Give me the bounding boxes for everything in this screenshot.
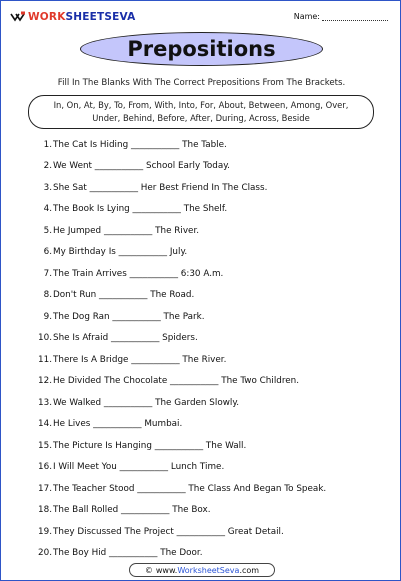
footer-url-prefix: www. (155, 565, 178, 575)
question-number: 11. (38, 354, 52, 365)
title-banner (80, 32, 323, 66)
question-item (1, 138, 227, 152)
question-text: She Sat ___________ Her Best Friend In The Class. (53, 182, 268, 193)
question-item (1, 310, 205, 324)
question-number: 19. (38, 526, 52, 537)
question-item (1, 224, 199, 238)
question-number: 3. (43, 182, 52, 193)
question-item (1, 159, 230, 173)
brand-part-2: SHEETSEVA (65, 11, 136, 23)
brand-part-1: WORK (28, 11, 66, 23)
question-item (1, 396, 239, 410)
question-number: 1. (43, 140, 52, 150)
word-bank-line-1: In, On, At, By, To, From, With, Into, For, About, Between, Among, Over, (53, 100, 349, 110)
question-item (1, 439, 246, 453)
question-text: They Discussed The Project ___________ Great Detail. (53, 526, 284, 537)
question-number: 15. (38, 440, 52, 451)
question-text: The Book Is Lying ___________ The Shelf. (53, 204, 228, 214)
question-item (1, 353, 226, 367)
question-text: He Lives ___________ Mumbai. (53, 419, 183, 429)
word-bank-text (54, 99, 349, 125)
question-item (1, 503, 211, 517)
name-label: Name: (293, 12, 320, 21)
question-text: There Is A Bridge ___________ The River. (53, 354, 227, 365)
question-item (1, 546, 203, 560)
pencil-logo-icon (10, 11, 26, 23)
question-item (1, 202, 227, 216)
question-item (1, 288, 194, 302)
question-number: 9. (43, 311, 52, 322)
brand-logo (10, 11, 135, 23)
question-number: 18. (38, 505, 52, 515)
question-text: He Jumped ___________ The River. (53, 225, 200, 236)
question-text: The Cat Is Hiding ___________ The Table. (53, 140, 227, 150)
question-text: I Will Meet You ___________ Lunch Time. (53, 462, 225, 472)
question-text: The Ball Rolled ___________ The Box. (53, 505, 211, 515)
copyright-icon: © (144, 565, 153, 575)
question-text: The Train Arrives ___________ 6:30 A.m. (53, 268, 224, 279)
question-item (1, 331, 198, 345)
question-number: 6. (43, 247, 52, 257)
question-item (1, 245, 187, 259)
question-item (1, 374, 299, 388)
question-number: 13. (38, 397, 52, 408)
question-number: 2. (43, 161, 52, 171)
question-text: The Picture Is Hanging ___________ The Wall. (53, 440, 247, 451)
question-number: 10. (38, 333, 52, 343)
question-number: 20. (38, 548, 52, 558)
footer-url-badge[interactable] (129, 563, 275, 577)
instruction-text: Fill In The Blanks With The Correct Prepositions From The Brackets. (57, 78, 346, 88)
question-item (1, 181, 267, 195)
question-number: 4. (43, 204, 52, 214)
question-text: He Divided The Chocolate ___________ The Two Children. (53, 376, 300, 386)
question-number: 7. (43, 268, 52, 279)
question-number: 16. (38, 462, 52, 472)
question-number: 12. (38, 376, 52, 386)
brand-wordmark (28, 11, 135, 23)
question-item (1, 267, 223, 281)
question-item (1, 417, 182, 431)
word-bank-box (28, 95, 374, 129)
footer-url-suffix: .com (239, 565, 260, 575)
question-number: 14. (38, 419, 52, 429)
name-blank-line[interactable] (322, 13, 388, 21)
question-item (1, 482, 326, 496)
question-item (1, 525, 284, 539)
footer-url-highlight: WorksheetSeva (177, 565, 240, 575)
question-text: The Boy Hid ___________ The Door. (53, 548, 203, 558)
question-text: We Walked ___________ The Garden Slowly. (53, 397, 240, 408)
question-item (1, 460, 224, 474)
question-number: 8. (43, 290, 52, 300)
question-text: Don't Run ___________ The Road. (53, 290, 195, 300)
question-text: She Is Afraid ___________ Spiders. (53, 333, 198, 343)
question-number: 17. (38, 483, 52, 494)
question-number: 5. (43, 225, 52, 236)
question-text: The Teacher Stood ___________ The Class And Began To Speak. (53, 483, 327, 494)
question-text: We Went ___________ School Early Today. (53, 161, 230, 171)
page-title: Prepositions (127, 37, 276, 61)
name-field[interactable] (294, 12, 388, 21)
question-text: The Dog Ran ___________ The Park. (53, 311, 205, 322)
word-bank-line-2: Under, Behind, Before, After, During, Across, Beside (92, 113, 310, 123)
question-text: My Birthday Is ___________ July. (53, 247, 188, 257)
